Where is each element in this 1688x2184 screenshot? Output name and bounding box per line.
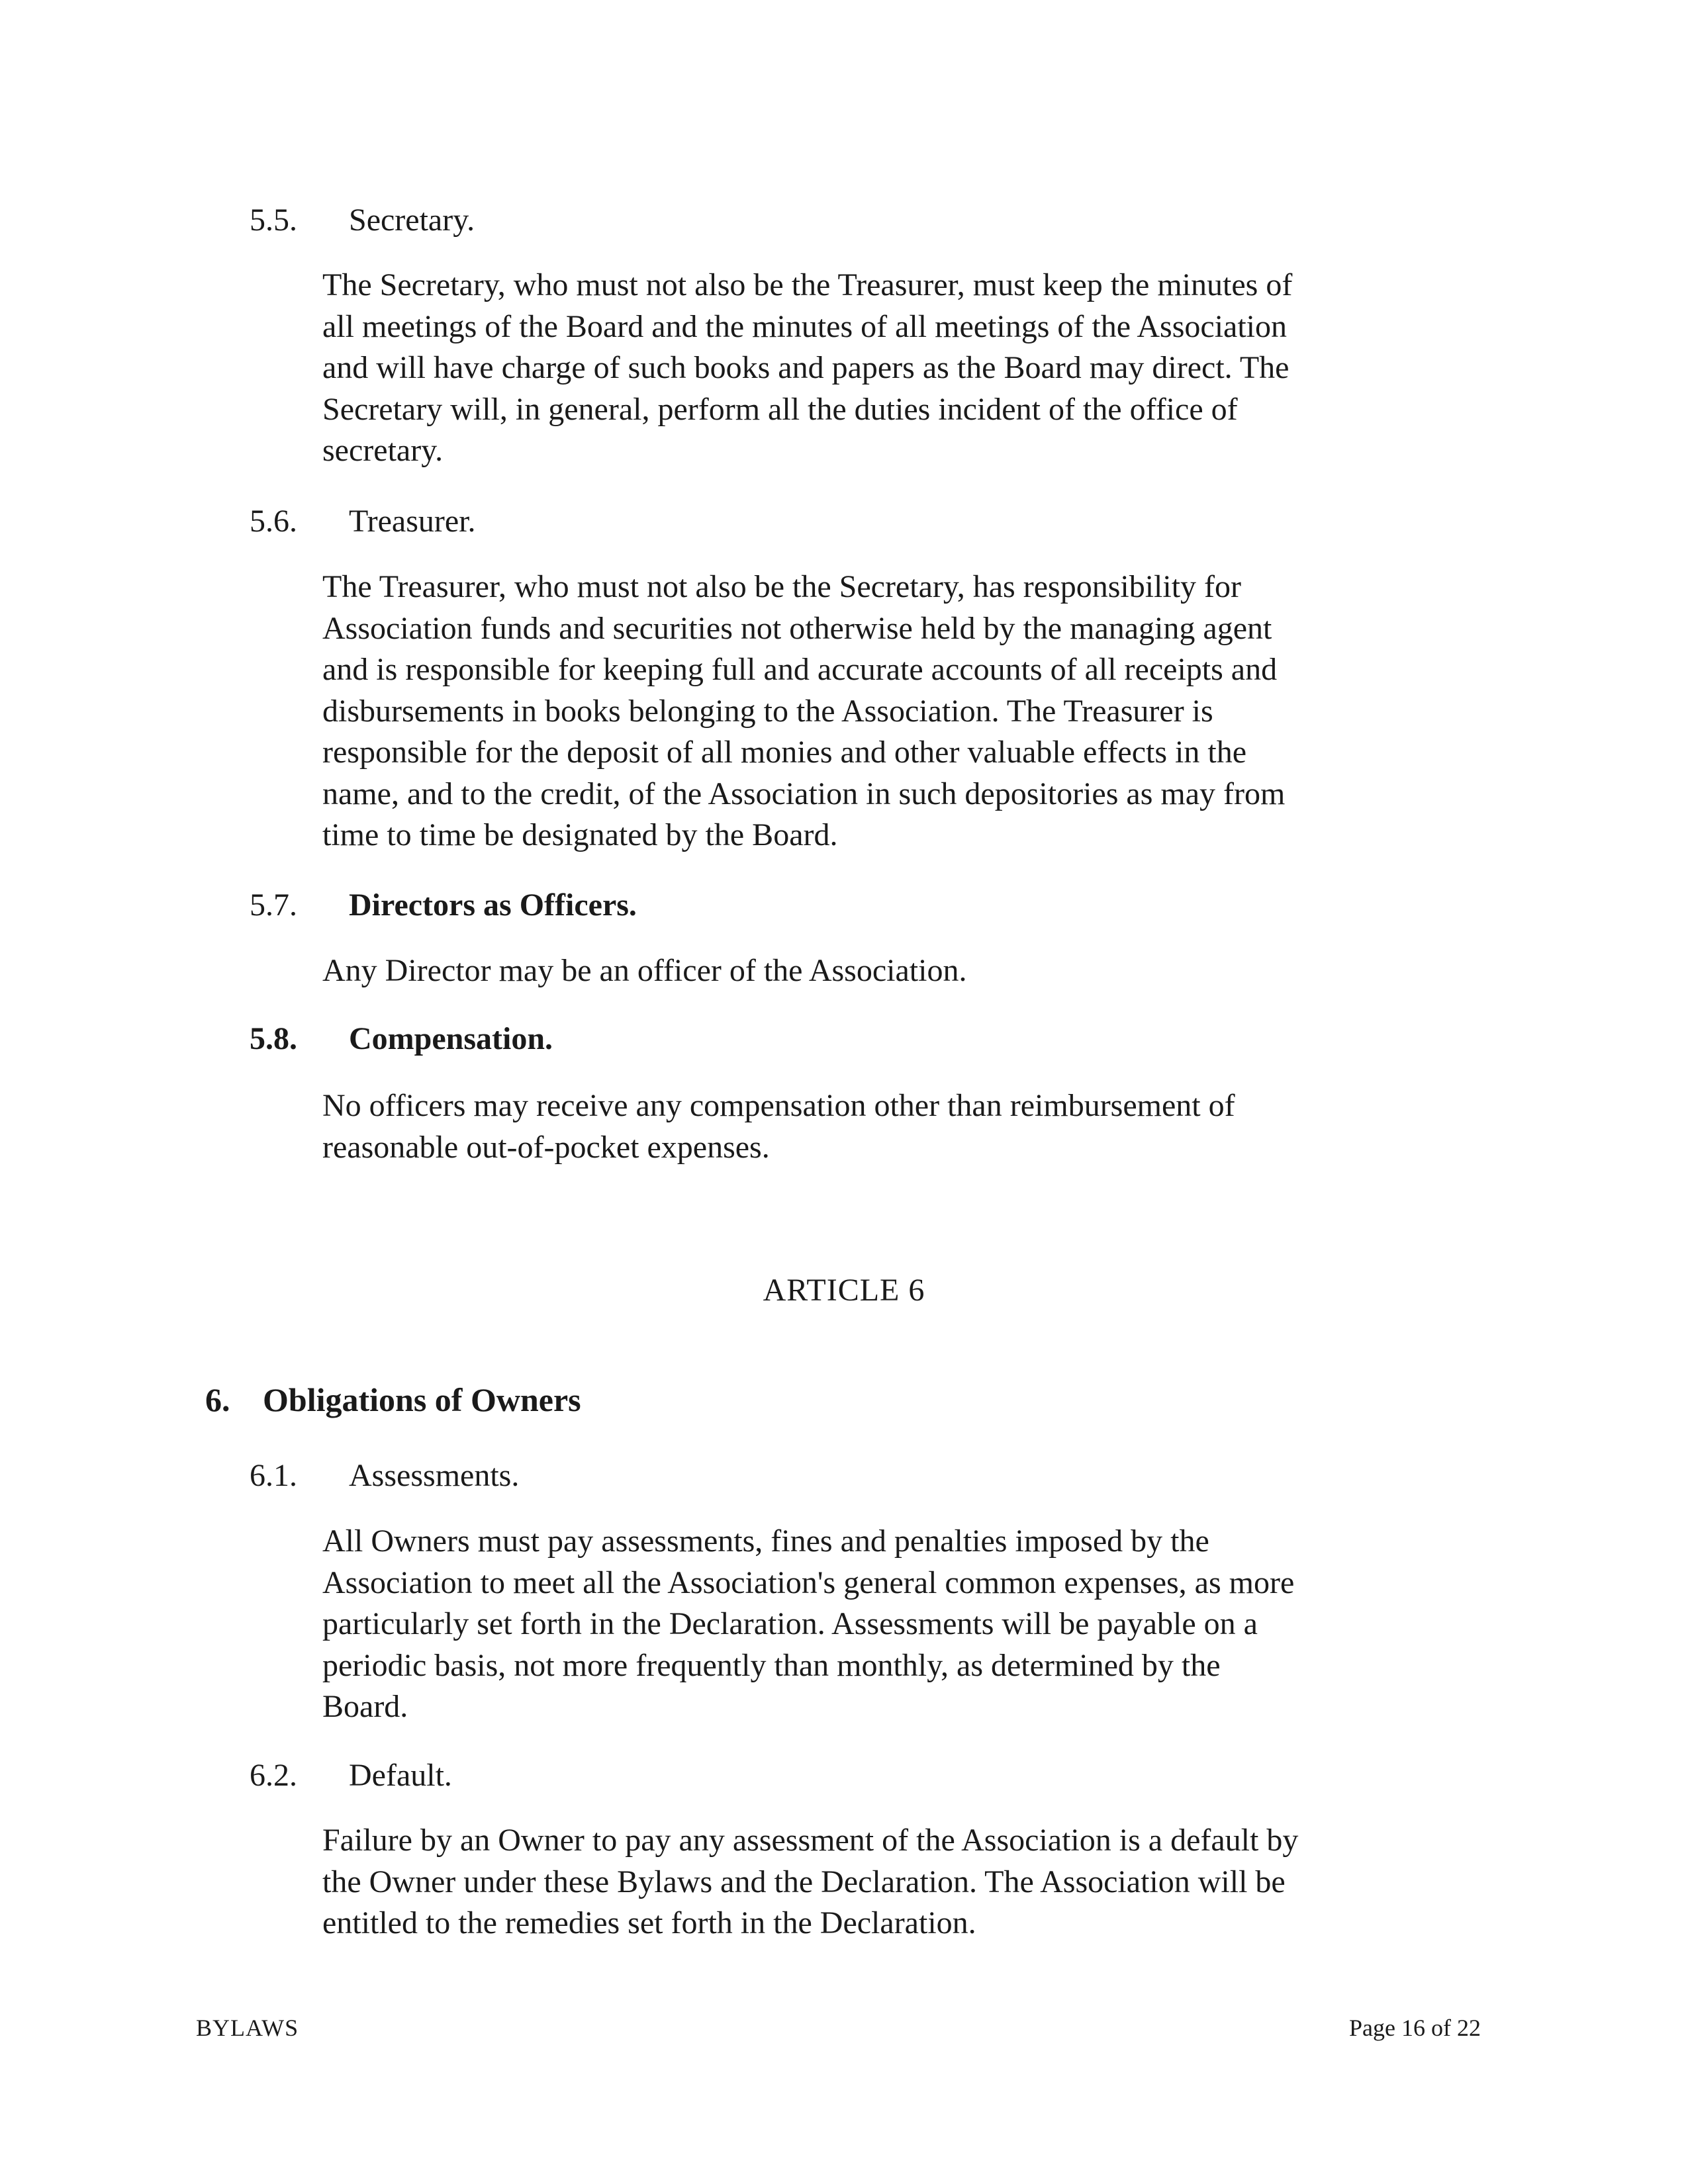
text-line: Board. — [322, 1689, 408, 1724]
text-line: entitled to the remedies set forth in the Declaration. — [322, 1905, 976, 1940]
section-body-6-2 — [322, 1820, 1487, 1944]
footer-page-number: Page 16 of 22 — [1349, 2015, 1481, 2041]
article-label: ARTICLE 6 — [763, 1273, 925, 1308]
section-number: 5.5. — [250, 203, 297, 238]
section-number: 6.1. — [250, 1458, 297, 1493]
section-body-5-6 — [322, 567, 1487, 856]
text-line: name, and to the credit, of the Association in such depositories as may from — [322, 776, 1286, 811]
section-body-6-1 — [322, 1521, 1487, 1728]
text-line: Association funds and securities not otherwise held by the managing agent — [322, 610, 1272, 646]
text-line: the Owner under these Bylaws and the Declaration. The Association will be — [322, 1864, 1286, 1899]
section-title: Secretary. — [349, 203, 475, 238]
text-line: and will have charge of such books and papers as the Board may direct. The — [322, 350, 1289, 385]
section-number: 6.2. — [250, 1758, 297, 1793]
section-title: Assessments. — [349, 1458, 520, 1493]
article-title: Obligations of Owners — [263, 1381, 581, 1418]
text-line: The Treasurer, who must not also be the Secretary, has responsibility for — [322, 569, 1242, 604]
section-heading-5-6 — [250, 502, 476, 541]
text-line: Association to meet all the Association's general common expenses, as more — [322, 1565, 1295, 1600]
section-heading-5-8 — [250, 1019, 553, 1059]
text-line: and is responsible for keeping full and accurate accounts of all receipts and — [322, 652, 1278, 687]
text-line: secretary. — [322, 433, 444, 468]
section-body-5-7 — [322, 950, 1487, 992]
text-line: time to time be designated by the Board. — [322, 817, 838, 852]
section-title: Default. — [349, 1758, 452, 1793]
text-line: reasonable out-of-pocket expenses. — [322, 1129, 770, 1165]
text-line: disbursements in books belonging to the Association. The Treasurer is — [322, 693, 1213, 729]
section-body-5-5 — [322, 265, 1487, 472]
footer-document-name: BYLAWS — [196, 2015, 299, 2041]
section-title: Compensation. — [349, 1021, 553, 1056]
text-line: All Owners must pay assessments, fines and penalties imposed by the — [322, 1524, 1209, 1559]
section-number: 5.7. — [250, 887, 297, 923]
text-line: The Secretary, who must not also be the Treasurer, must keep the minutes of — [322, 267, 1293, 302]
text-line: responsible for the deposit of all monies and other valuable effects in the — [322, 735, 1247, 770]
section-title: Directors as Officers. — [349, 887, 637, 923]
section-title: Treasurer. — [349, 504, 476, 539]
article-number: 6. — [205, 1381, 230, 1418]
text-line: periodic basis, not more frequently than monthly, as determined by the — [322, 1647, 1221, 1683]
section-heading-6-2 — [250, 1756, 452, 1796]
article-heading — [205, 1380, 581, 1420]
text-line: all meetings of the Board and the minutes of all meetings of the Association — [322, 308, 1288, 344]
section-heading-5-5 — [250, 201, 475, 240]
text-line: Any Director may be an officer of the Association. — [322, 953, 967, 988]
text-line: Failure by an Owner to pay any assessment of the Association is a default by — [322, 1823, 1299, 1858]
section-heading-6-1 — [250, 1456, 519, 1496]
text-line: No officers may receive any compensation other than reimbursement of — [322, 1088, 1235, 1123]
section-body-5-8 — [322, 1085, 1487, 1168]
section-heading-5-7 — [250, 886, 637, 925]
section-number: 5.8. — [250, 1021, 297, 1056]
section-number: 5.6. — [250, 504, 297, 539]
text-line: Secretary will, in general, perform all the duties incident of the office of — [322, 391, 1238, 427]
text-line: particularly set forth in the Declaration. Assessments will be payable on a — [322, 1606, 1258, 1641]
